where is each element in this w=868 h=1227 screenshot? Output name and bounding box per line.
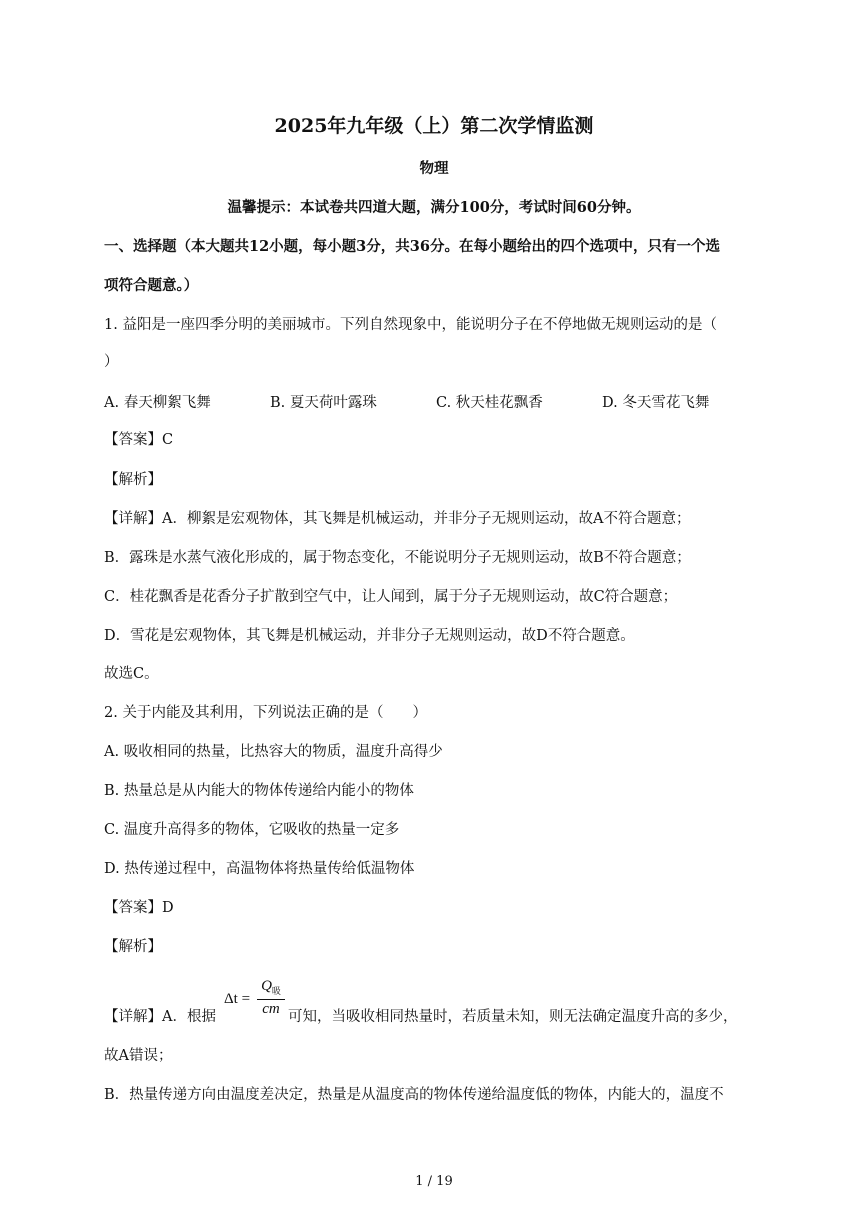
section-heading-line2: 项符合题意。） xyxy=(104,277,199,294)
page-title: 2025年九年级（上）第二次学情监测 xyxy=(274,115,594,137)
q1-conclusion: 故选C。 xyxy=(104,666,159,682)
q1-option-a: A. 春天柳絮飞舞 xyxy=(104,395,211,411)
q2-option-d: D. 热传递过程中，高温物体将热量传给低温物体 xyxy=(104,861,415,877)
q1-detail-b: B．露珠是水蒸气液化形成的，属于物态变化，不能说明分子无规则运动，故B不符合题意； xyxy=(104,550,691,566)
q2-stem: 2. 关于内能及其利用，下列说法正确的是（ ） xyxy=(104,705,427,721)
q1-stem-line2: ） xyxy=(104,354,119,370)
q1-detail-c: C．桂花飘香是花香分子扩散到空气中，让人闻到，属于分子无规则运动，故C符合题意； xyxy=(104,589,678,605)
q2-answer: 【答案】D xyxy=(104,900,174,916)
q1-options xyxy=(104,393,768,413)
q2-option-a: A. 吸收相同的热量，比热容大的物质，温度升高得少 xyxy=(104,744,443,760)
page-number: 1 / 19 xyxy=(415,1174,453,1189)
q2-detail-b: B．热量传递方向由温度差决定，热量是从温度高的物体传递给温度低的物体，内能大的，温度不 xyxy=(104,1087,724,1103)
formula-denominator: cm xyxy=(262,1001,280,1017)
q2-detail-a-prefix: 【详解】A．根据 xyxy=(104,1009,216,1025)
q2-analysis-label: 【解析】 xyxy=(104,939,162,955)
exam-tip: 温馨提示：本试卷共四道大题，满分100分，考试时间60分钟。 xyxy=(227,199,641,216)
q1-analysis-label: 【解析】 xyxy=(104,472,162,488)
formula-fraction xyxy=(257,978,285,1018)
formula-fraction-bar xyxy=(257,999,285,1000)
q2-detail-a-suffix: 可知，当吸收相同热量时，若质量未知，则无法确定温度升高的多少， xyxy=(288,1009,738,1025)
q2-option-c: C. 温度升高得多的物体，它吸收的热量一定多 xyxy=(104,822,400,838)
q2-detail-a-line2: 故A错误； xyxy=(104,1048,173,1064)
q1-detail-d: D．雪花是宏观物体，其飞舞是机械运动，并非分子无规则运动，故D不符合题意。 xyxy=(104,628,635,644)
formula-delta: Δt = xyxy=(224,991,251,1007)
section-heading-line1: 一、选择题（本大题共12小题，每小题3分，共36分。在每小题给出的四个选项中，只有一个选 xyxy=(104,238,720,255)
q1-detail-a: 【详解】A．柳絮是宏观物体，其飞舞是机械运动，并非分子无规则运动，故A不符合题意； xyxy=(104,511,691,527)
q1-answer: 【答案】C xyxy=(104,432,174,448)
formula-numerator-sub: 吸 xyxy=(271,986,281,996)
q1-option-b: B. 夏天荷叶露珠 xyxy=(270,395,377,411)
formula-numerator-symbol: Q xyxy=(261,978,272,994)
subject-label: 物理 xyxy=(419,160,449,177)
q1-option-d: D. 冬天雪花飞舞 xyxy=(602,395,710,411)
formula-numerator xyxy=(257,978,285,998)
q2-option-b: B. 热量总是从内能大的物体传递给内能小的物体 xyxy=(104,783,414,799)
q1-option-c: C. 秋天桂花飘香 xyxy=(436,395,543,411)
q1-stem-line1: 1. 益阳是一座四季分明的美丽城市。下列自然现象中，能说明分子在不停地做无规则运动的是（ xyxy=(104,317,717,333)
delta-t-formula xyxy=(224,978,286,1024)
